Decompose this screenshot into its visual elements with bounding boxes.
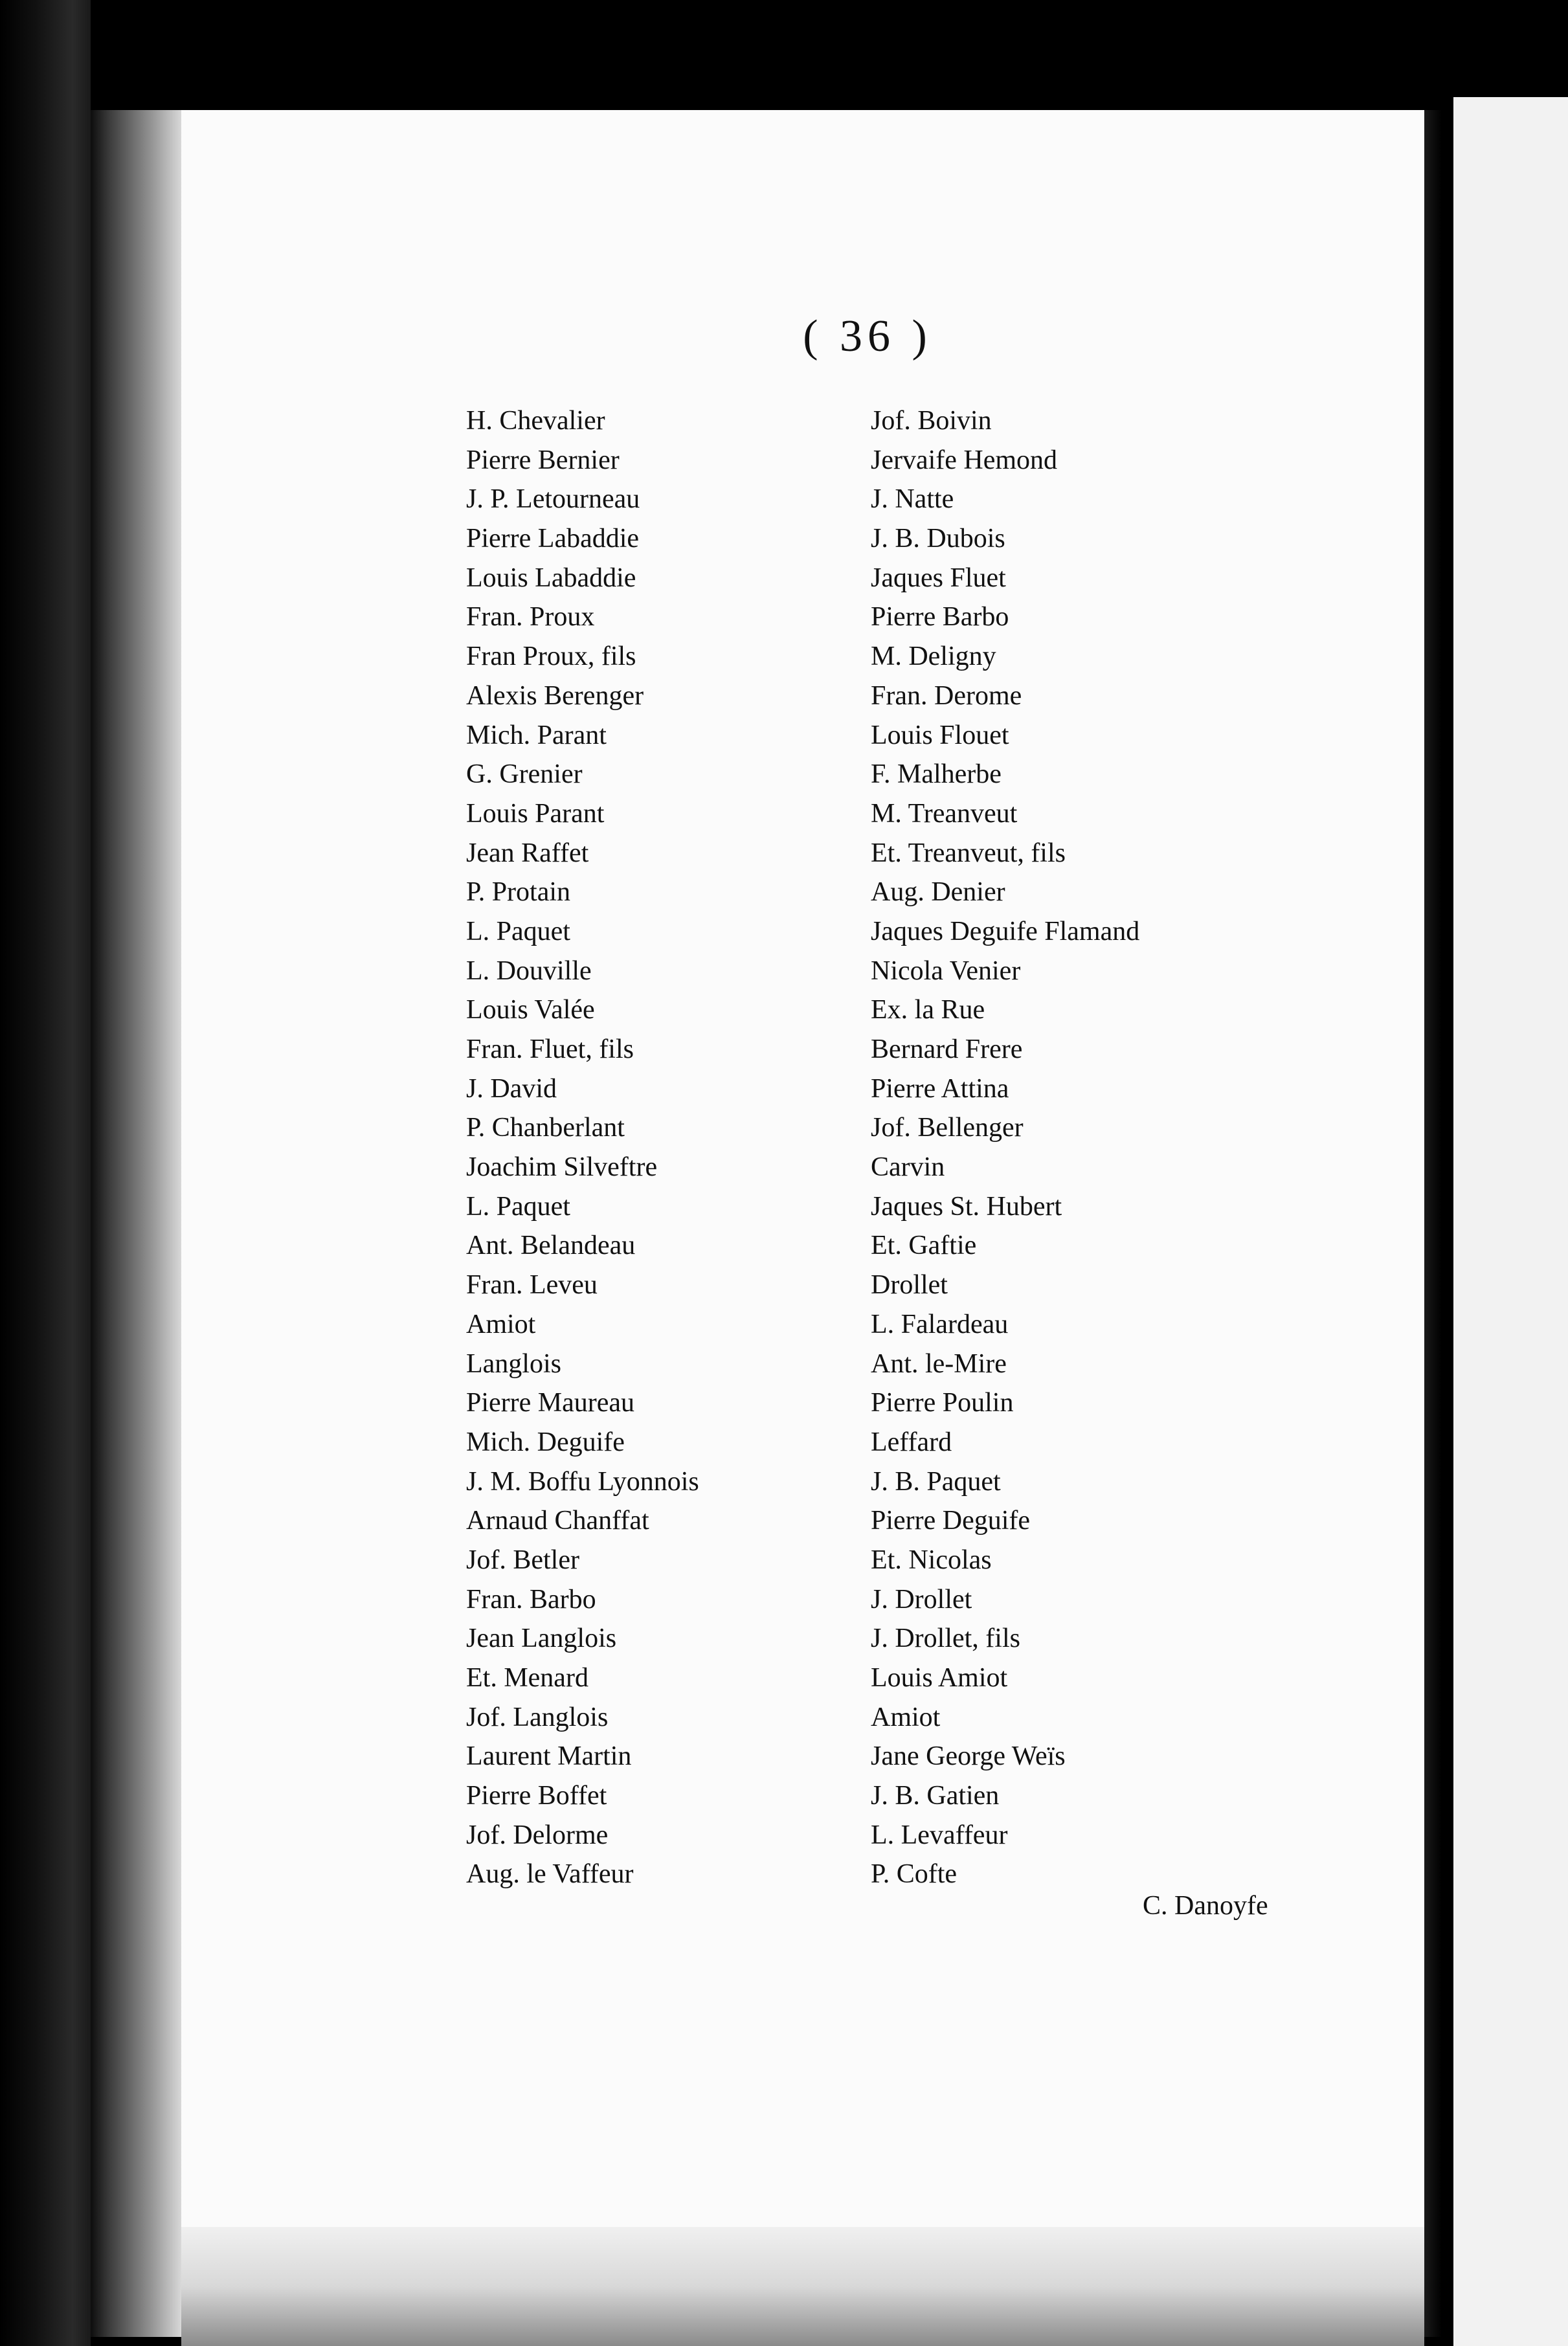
name-entry: Arnaud Chanffat bbox=[466, 1506, 649, 1536]
name-entry: L. Paquet bbox=[466, 1191, 570, 1222]
name-entry: Leffard bbox=[871, 1427, 952, 1457]
name-entry: Fran. Derome bbox=[871, 680, 1022, 711]
name-entry: Jof. Bellenger bbox=[871, 1113, 1024, 1143]
name-entry: H. Chevalier bbox=[466, 406, 605, 436]
name-entry: Jof. Boivin bbox=[871, 406, 992, 436]
name-entry: P. Protain bbox=[466, 877, 571, 908]
name-entry: J. Natte bbox=[871, 484, 954, 515]
name-entry: Fran. Barbo bbox=[466, 1584, 596, 1614]
name-entry: P. Cofte bbox=[871, 1859, 958, 1890]
name-entry: Pierre Boffet bbox=[466, 1781, 607, 1811]
name-entry: Louis Parant bbox=[466, 798, 605, 829]
name-entry: F. Malherbe bbox=[871, 759, 1002, 790]
name-entry: Langlois bbox=[466, 1348, 561, 1379]
name-entry: J. P. Letourneau bbox=[466, 484, 640, 515]
name-entry: Joachim Silveftre bbox=[466, 1152, 658, 1183]
name-entry: Pierre Barbo bbox=[871, 602, 1009, 632]
name-entry: Pierre Bernier bbox=[466, 445, 620, 475]
page-gutter-right bbox=[1424, 110, 1453, 2337]
names-column-left bbox=[466, 401, 699, 1894]
name-entry: Pierre Deguife bbox=[871, 1506, 1031, 1536]
name-entry: Jof. Delorme bbox=[466, 1820, 609, 1850]
name-entry: Pierre Attina bbox=[871, 1073, 1009, 1104]
name-entry: Nicola Venier bbox=[871, 955, 1021, 986]
name-entry: J. Drollet, fils bbox=[871, 1624, 1020, 1654]
name-entry: L. Douville bbox=[466, 955, 592, 986]
name-entry: Fran Proux, fils bbox=[466, 642, 636, 672]
name-entry: Jaques Deguife Flamand bbox=[871, 916, 1140, 946]
name-entry: Mich. Parant bbox=[466, 720, 607, 750]
name-entry: Louis Amiot bbox=[871, 1663, 1008, 1693]
name-entry: Drollet bbox=[871, 1270, 948, 1301]
scan-border-left bbox=[0, 0, 91, 2346]
name-entry: L. Paquet bbox=[466, 916, 570, 946]
name-entry: Louis Labaddie bbox=[466, 563, 636, 593]
page-bottom-shadow bbox=[181, 2227, 1424, 2346]
name-entry: Laurent Martin bbox=[466, 1741, 632, 1772]
name-entry: Mich. Deguife bbox=[466, 1427, 625, 1457]
name-entry: Pierre Maureau bbox=[466, 1388, 635, 1418]
name-entry: Fran. Proux bbox=[466, 602, 595, 632]
page-number: ( 36 ) bbox=[803, 311, 932, 361]
name-entry: J. David bbox=[466, 1073, 557, 1104]
name-entry: Amiot bbox=[466, 1309, 536, 1339]
name-entry: Pierre Labaddie bbox=[466, 524, 640, 554]
name-entry: Pierre Poulin bbox=[871, 1388, 1014, 1418]
name-entry: L. Falardeau bbox=[871, 1309, 1009, 1339]
name-entry: Jof. Langlois bbox=[466, 1702, 609, 1732]
name-entry: Amiot bbox=[871, 1702, 941, 1732]
name-entry: Ant. Belandeau bbox=[466, 1231, 636, 1261]
name-entry: Louis Flouet bbox=[871, 720, 1009, 750]
name-entry: Aug. Denier bbox=[871, 877, 1005, 908]
name-entry: Alexis Berenger bbox=[466, 680, 644, 711]
name-entry: Jane George Weïs bbox=[871, 1741, 1066, 1772]
name-entry: Aug. le Vaffeur bbox=[466, 1859, 634, 1890]
name-entry: P. Chanberlant bbox=[466, 1113, 625, 1143]
book-spine bbox=[91, 110, 181, 2337]
name-entry: G. Grenier bbox=[466, 759, 583, 790]
name-entry: Jervaife Hemond bbox=[871, 445, 1058, 475]
name-entry: Jean Raffet bbox=[466, 838, 589, 868]
name-entry: J. Drollet bbox=[871, 1584, 972, 1614]
name-entry: Jaques Fluet bbox=[871, 563, 1006, 593]
name-entry: Ex. la Rue bbox=[871, 995, 985, 1025]
name-entry: Louis Valée bbox=[466, 995, 595, 1025]
name-entry: J. B. Paquet bbox=[871, 1466, 1001, 1497]
name-entry: J. M. Boffu Lyonnois bbox=[466, 1466, 699, 1497]
name-entry: M. Deligny bbox=[871, 642, 996, 672]
name-entry: M. Treanveut bbox=[871, 798, 1018, 829]
name-entry: L. Levaffeur bbox=[871, 1820, 1008, 1850]
name-entry: Jaques St. Hubert bbox=[871, 1191, 1062, 1222]
name-entry: Et. Gaftie bbox=[871, 1231, 977, 1261]
name-entry: Fran. Fluet, fils bbox=[466, 1034, 634, 1064]
name-entry: Jean Langlois bbox=[466, 1624, 617, 1654]
name-entry: Fran. Leveu bbox=[466, 1270, 598, 1301]
adjacent-page-edge bbox=[1453, 97, 1568, 2346]
name-entry: Carvin bbox=[871, 1152, 945, 1183]
name-entry: J. B. Dubois bbox=[871, 524, 1005, 554]
name-entry: J. B. Gatien bbox=[871, 1781, 1000, 1811]
signature: C. Danoyfe bbox=[1143, 1891, 1268, 1921]
name-entry: Et. Treanveut, fils bbox=[871, 838, 1066, 868]
name-entry: Ant. le-Mire bbox=[871, 1348, 1007, 1379]
name-entry: Et. Menard bbox=[466, 1663, 588, 1693]
names-column-right bbox=[871, 401, 1139, 1894]
name-entry: Et. Nicolas bbox=[871, 1545, 992, 1575]
name-entry: Jof. Betler bbox=[466, 1545, 579, 1575]
name-entry: Bernard Frere bbox=[871, 1034, 1023, 1064]
